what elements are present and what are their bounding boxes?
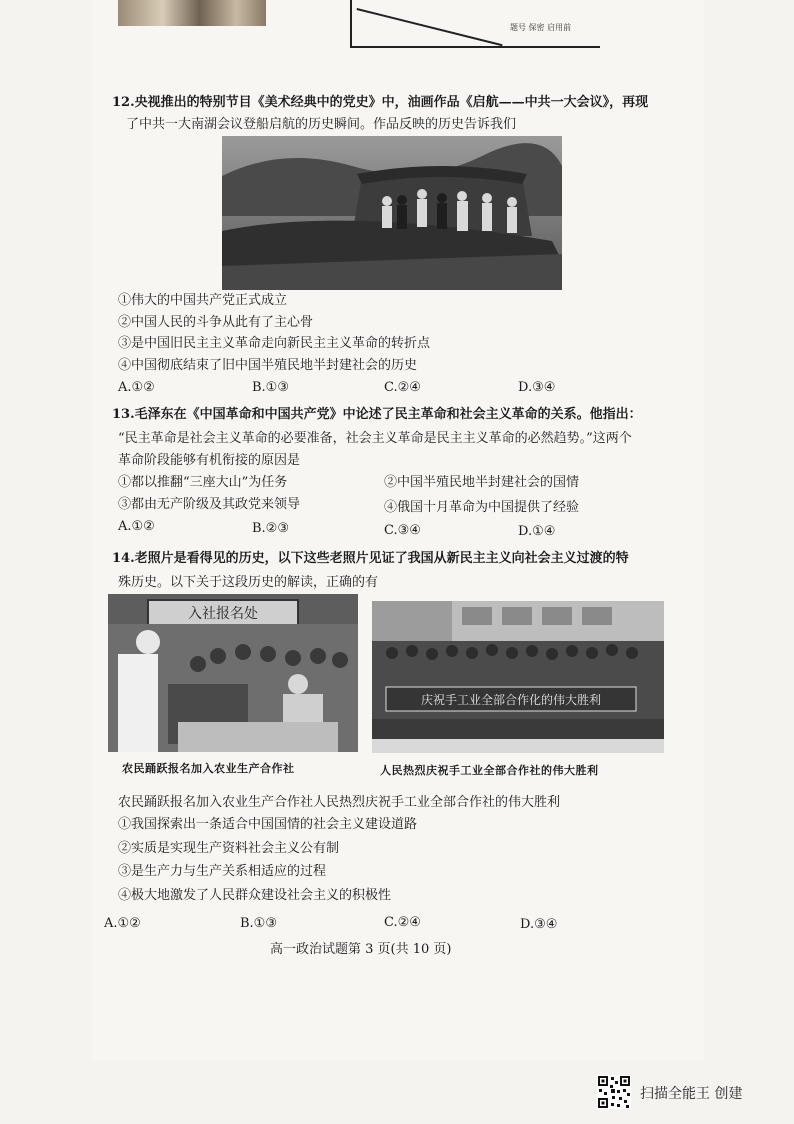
q14-caption-right: 人民热烈庆祝手工业全部合作社的伟大胜利 (380, 764, 599, 777)
q12-option-3: ③是中国旧民主主义革命走向新民主主义革命的转折点 (118, 336, 431, 351)
qr-code-icon (597, 1075, 631, 1109)
q14-answer-d[interactable]: D.③④ (520, 917, 558, 932)
q13-stem-line3: 革命阶段能够有机衔接的原因是 (118, 453, 301, 468)
q14-answer-b[interactable]: B.①③ (240, 916, 277, 931)
q12-answer-d[interactable]: D.③④ (518, 380, 556, 395)
q12-option-1: ①伟大的中国共产党正式成立 (118, 293, 288, 308)
q14-option-1: ①我国探索出一条适合中国国情的社会主义建设道路 (118, 817, 418, 832)
top-edge-photo (118, 0, 266, 26)
farmers-signup-illustration (108, 594, 358, 752)
page-footer: 高一政治试题第 3 页(共 10 页) (270, 942, 452, 957)
q14-answer-c[interactable]: C.②④ (384, 915, 421, 930)
q14-stem-line2: 殊历史。以下关于这段历史的解读，正确的有 (118, 575, 379, 590)
q13-option-2: ②中国半殖民地半封建社会的国情 (384, 475, 580, 490)
q14-answer-a[interactable]: A.①② (104, 916, 141, 931)
corner-stamp-text: 题号 保密 启用前 (510, 23, 572, 32)
q13-answer-d[interactable]: D.①④ (518, 524, 556, 539)
q14-option-2: ②实质是实现生产资料社会主义公有制 (118, 841, 340, 856)
q14-option-4: ④极大地激发了人民群众建设社会主义的积极性 (118, 888, 392, 903)
celebration-banner-text: 庆祝手工业全部合作化的伟大胜利 (420, 693, 602, 707)
q12-stem-line2: 了中共一大南湖会议登船启航的历史瞬间。作品反映的历史告诉我们 (126, 117, 517, 132)
q13-option-1: ①都以推翻“三座大山”为任务 (118, 475, 288, 490)
q12-option-4: ④中国彻底结束了旧中国半殖民地半封建社会的历史 (118, 358, 418, 373)
q14-photo-handicraft-celebration (372, 601, 664, 753)
q13-answer-b[interactable]: B.②③ (252, 521, 289, 536)
q14-caption-repeat: 农民踊跃报名加入农业生产合作社人民热烈庆祝手工业全部合作社的伟大胜利 (118, 795, 561, 810)
q14-stem-line1: 14.老照片是看得见的历史，以下这些老照片见证了我国从新民主主义向社会主义过渡的特 (112, 551, 629, 566)
scanner-watermark: 扫描全能王 创建 (640, 1086, 743, 1102)
q12-answer-b[interactable]: B.①③ (252, 380, 289, 395)
q13-stem-line1: 13.毛泽东在《中国革命和中国共产党》中论述了民主革命和社会主义革命的关系。他指出： (112, 407, 642, 422)
q12-stem-line1: 12.央视推出的特别节目《美术经典中的党史》中，油画作品《启航——中共一大会议》，再现 (112, 95, 649, 110)
celebration-illustration (372, 601, 664, 753)
q12-answer-c[interactable]: C.②④ (384, 380, 421, 395)
q13-answer-a[interactable]: A.①② (118, 519, 155, 534)
q13-answer-c[interactable]: C.③④ (384, 523, 421, 538)
q14-photo-farmers-signup (108, 594, 358, 752)
q14-option-3: ③是生产力与生产关系相适应的过程 (118, 864, 327, 879)
q13-option-3: ③都由无产阶级及其政党来领导 (118, 497, 301, 512)
q12-painting-boat (222, 136, 562, 290)
q14-caption-left: 农民踊跃报名加入农业生产合作社 (122, 762, 295, 775)
signup-sign-text: 入社报名处 (188, 606, 258, 622)
boat-painting-illustration (222, 136, 562, 290)
q12-answer-a[interactable]: A.①② (118, 380, 155, 395)
q12-option-2: ②中国人民的斗争从此有了主心骨 (118, 315, 314, 330)
q13-option-4: ④俄国十月革命为中国提供了经验 (384, 500, 580, 515)
q13-stem-line2: “民主革命是社会主义革命的必要准备，社会主义革命是民主主义革命的必然趋势。”这两个 (118, 431, 632, 446)
